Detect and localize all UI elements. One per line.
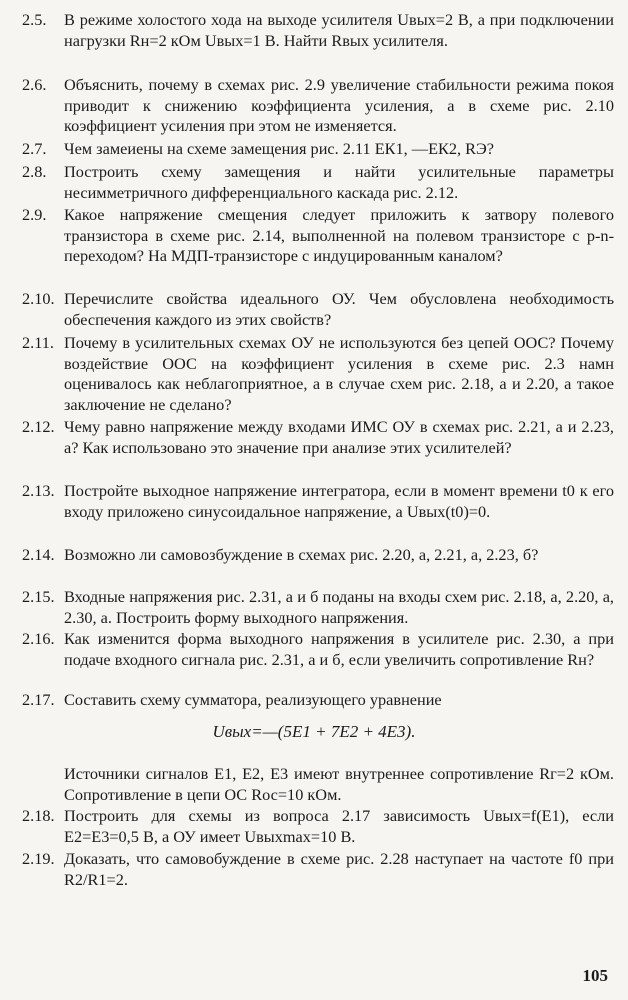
question-number: 2.11. <box>22 333 54 352</box>
question-number: 2.6. <box>22 75 47 94</box>
summator-equation: Uвых=—(5E1 + 7E2 + 4E3). <box>212 722 416 741</box>
question-number: 2.18. <box>22 806 55 825</box>
question-2-15 <box>22 587 614 628</box>
question-2-5 <box>22 10 614 51</box>
question-2-9 <box>22 205 614 267</box>
question-number: 2.17. <box>22 690 55 709</box>
question-text: Объяснить, почему в схемах рис. 2.9 увеличение стабильности режима покоя приводит к снижению коэффициента усиления, а в схеме рис. 2.10 коэффициент усиления при этом не изменяется. <box>64 75 614 135</box>
question-2-7 <box>22 139 614 160</box>
question-number: 2.9. <box>22 205 47 224</box>
question-2-6 <box>22 75 614 137</box>
question-2-17-continuation: Источники сигналов E1, E2, E3 имеют внутреннее сопротивление Rг=2 кОм. Сопротивление в цепи ОС Rос=10 кОм. <box>64 764 614 804</box>
question-number: 2.7. <box>22 139 47 158</box>
question-text: Как изменится форма выходного напряжения в усилителе рис. 2.30, а при подаче входного сигнала рис. 2.31, а и б, если увеличить сопротивление Rн? <box>64 629 614 669</box>
question-number: 2.5. <box>22 10 47 29</box>
question-number: 2.15. <box>22 587 55 606</box>
question-number: 2.19. <box>22 849 55 868</box>
question-text: Доказать, что самовобуждение в схеме рис. 2.28 наступает на частоте f0 при R2/R1=2. <box>64 849 614 889</box>
question-number: 2.16. <box>22 629 55 648</box>
question-2-16 <box>22 629 614 670</box>
page-number: 105 <box>582 966 608 985</box>
question-number: 2.10. <box>22 289 55 308</box>
question-2-18 <box>22 806 614 847</box>
question-2-8 <box>22 162 614 203</box>
question-text: Какое напряжение смещения следует приложить к затвору полевого транзистора в схеме рис. 2.14, выполненной на полевом транзисторе с p-n-переходом? На МДП-транзисторе с индуцированным каналом? <box>64 205 614 265</box>
question-text: Чем замеиены на схеме замещения рис. 2.11 EК1, —EК2, RЭ? <box>64 139 495 158</box>
question-text: Чему равно напряжение между входами ИМС ОУ в схемах рис. 2.21, а и 2.23, а? Как использовано это значение при анализе этих усилителей? <box>64 417 614 457</box>
question-text: Почему в усилительных схемах ОУ не используются без цепей ООС? Почему воздействие ООС на коэффициент усиления в схеме рис. 2.3 намн оценивалось как неблагоприятное, а в случае схем рис. 2.18, а и 2.20, а такое заключение не сделано? <box>64 333 614 414</box>
question-2-17 <box>22 690 614 711</box>
question-text: Постройте выходное напряжение интегратора, если в момент времени t0 к его входу приложено синусоидальное напряжение, а Uвых(t0)=0. <box>64 481 614 521</box>
question-text: Построить для схемы из вопроса 2.17 зависимость Uвых=f(E1), если E2=E3=0,5 В, а ОУ имеет Uвыхmax=10 В. <box>64 806 614 846</box>
question-2-11 <box>22 333 614 415</box>
question-2-10 <box>22 289 614 330</box>
question-2-12 <box>22 417 614 458</box>
question-number: 2.13. <box>22 481 55 500</box>
question-text: Построить схему замещения и найти усилительные параметры несимметричного дифференциального каскада рис. 2.12. <box>64 162 614 202</box>
question-text: Входные напряжения рис. 2.31, а и б поданы на входы схем рис. 2.18, а, 2.20, а, 2.30, а. Построить форму выходного напряжения. <box>64 587 614 627</box>
question-number: 2.8. <box>22 162 47 181</box>
question-text: Перечислите свойства идеального ОУ. Чем обусловлена необходимость обеспечения каждого из этих свойств? <box>64 289 614 329</box>
question-number: 2.14. <box>22 545 55 564</box>
question-text: Возможно ли самовозбуждение в схемах рис. 2.20, а, 2.21, а, 2.23, б? <box>64 545 539 564</box>
question-number: 2.12. <box>22 417 55 436</box>
question-2-14 <box>22 545 614 566</box>
question-2-19 <box>22 849 614 890</box>
question-2-13 <box>22 481 614 522</box>
question-text: Составить схему сумматора, реализующего уравнение <box>64 690 442 709</box>
question-text: В режиме холостого хода на выходе усилителя Uвых=2 В, а при подключении нагрузки Rн=2 кОм Uвых=1 В. Найти Rвых усилителя. <box>64 10 614 50</box>
